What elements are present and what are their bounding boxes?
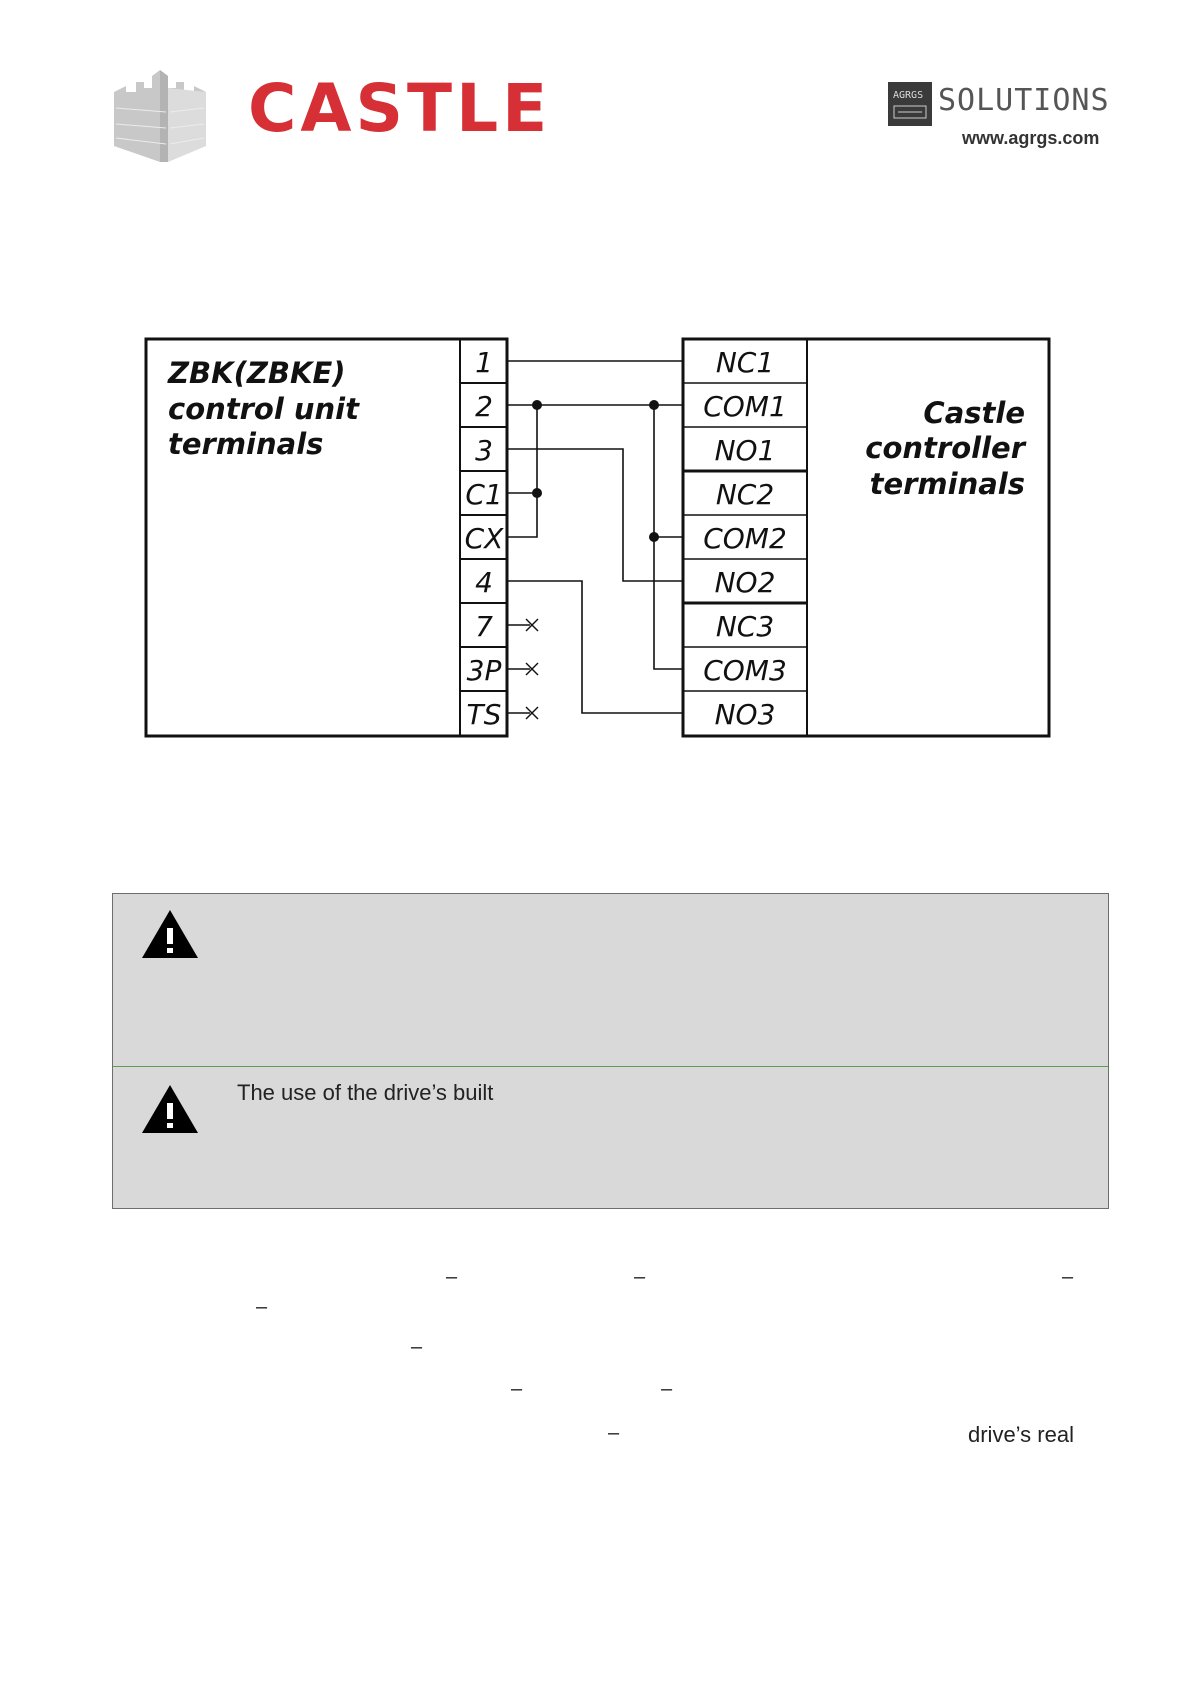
wire-2-to-cx	[507, 405, 537, 537]
partner-name: SOLUTIONS	[938, 83, 1110, 118]
right-terminal-label: NC2	[715, 478, 775, 511]
junction-dots	[532, 400, 659, 542]
right-terminal-label: NC3	[715, 610, 775, 643]
dash: –	[661, 1378, 673, 1400]
dash: –	[256, 1296, 268, 1318]
dash: –	[511, 1378, 523, 1400]
left-terminal-label: C1	[465, 478, 503, 511]
right-terminal-label: NO2	[714, 566, 776, 599]
left-terminal-label: 7	[475, 610, 493, 643]
left-block-label-line-2: control unit	[168, 392, 359, 426]
brand-wordmark: CASTLE	[248, 70, 552, 147]
warning-box	[112, 893, 1109, 1209]
left-block-label-line-1: ZBK(ZBKE)	[168, 356, 346, 390]
left-terminal-label: 1	[475, 346, 493, 379]
warning-icon	[141, 908, 199, 965]
right-block-label-line-2: controller	[865, 431, 1025, 465]
right-terminal-label: NO1	[714, 434, 776, 467]
right-terminal-label: COM2	[703, 522, 787, 555]
wiring-diagram	[0, 0, 1191, 760]
right-terminal-label: COM1	[703, 390, 787, 423]
dash: –	[634, 1266, 646, 1288]
left-terminal-label: CX	[464, 522, 504, 555]
left-block-label-line-3: terminals	[168, 427, 324, 461]
wire-4-to-no3	[507, 581, 683, 713]
dash: –	[608, 1422, 620, 1444]
dash: –	[411, 1336, 423, 1358]
left-terminal-label: 3	[475, 434, 493, 467]
left-terminal-label: 2	[475, 390, 493, 423]
right-block-label-line-3: terminals	[869, 467, 1025, 501]
left-terminal-label: 3P	[466, 654, 502, 687]
left-terminal-label: TS	[466, 698, 502, 731]
warning-icon	[141, 1083, 199, 1140]
right-terminal-label: NO3	[714, 698, 776, 731]
dash: –	[446, 1266, 458, 1288]
right-terminal-label: COM3	[703, 654, 787, 687]
partner-logo-text: AGRGS	[893, 90, 924, 101]
right-terminal-label: NC1	[715, 346, 775, 379]
warning-text: The use of the drive’s built	[237, 1080, 494, 1105]
dash: –	[1062, 1266, 1074, 1288]
body-text-fragment: drive’s real	[968, 1422, 1074, 1447]
warning-divider	[113, 1066, 1108, 1067]
left-terminal-label: 4	[475, 566, 493, 599]
right-block-label-line-1: Castle	[923, 396, 1025, 430]
website-link[interactable]: www.agrgs.com	[962, 128, 1100, 148]
wire-3-to-no2	[507, 449, 683, 581]
